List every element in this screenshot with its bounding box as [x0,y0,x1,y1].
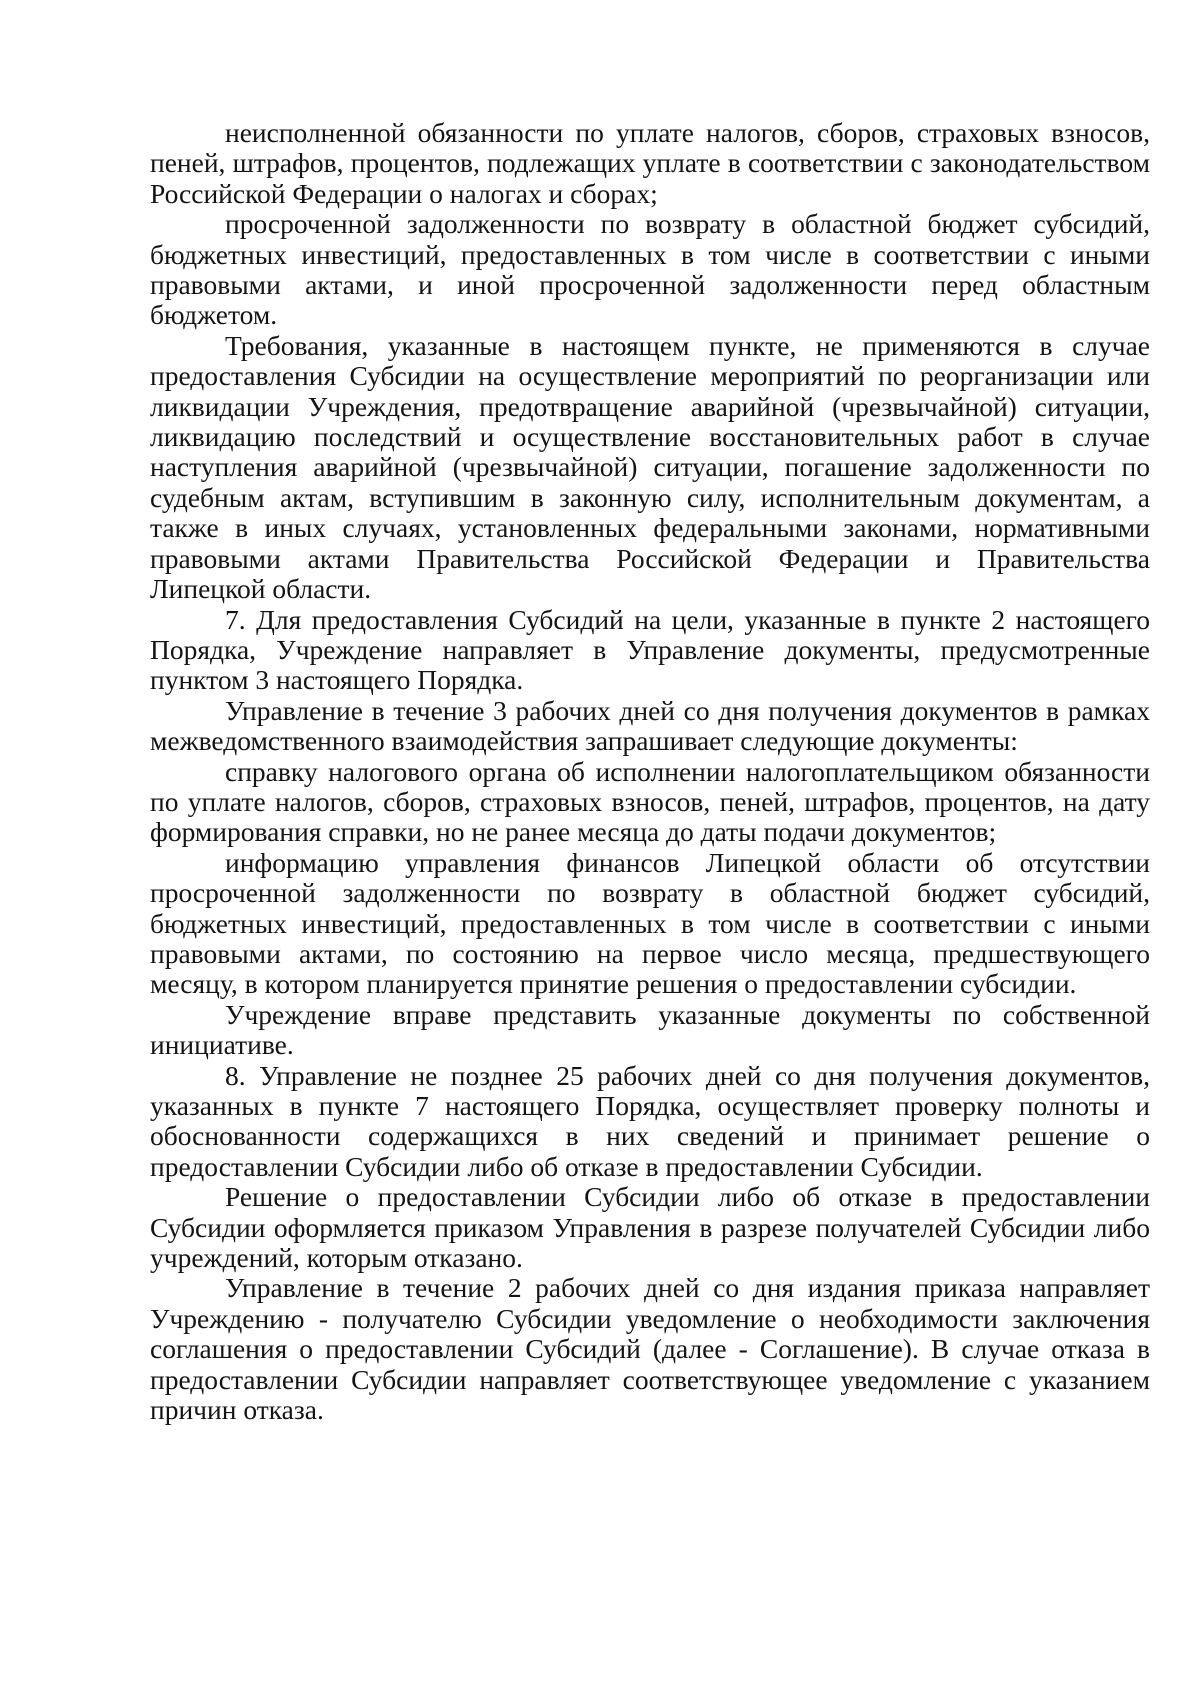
paragraph-tax-certificate: справку налогового органа об исполнении налогоплательщиком обязанности по уплате налогов, сборов, страховых взносов, пеней, штрафов, процентов, на дату формирования справки, но не ранее месяца до даты подачи документов; [150,755,1150,848]
paragraph-decision-order: Решение о предоставлении Субсидии либо об отказе в предоставлении Субсидии оформляется приказом Управления в разрезе получателей Субсидии либо учреждений, которым отказано. [150,1181,1150,1274]
paragraph-overdue-debt: просроченной задолженности по возврату в областной бюджет субсидий, бюджетных инвестиций, предоставленных в том числе в соответствии с иными правовыми актами, и иной просроченной задолженности перед областным бюджетом. [150,208,1150,331]
paragraph-notification: Управление в течение 2 рабочих дней со дня издания приказа направляет Учреждению - получателю Субсидии уведомление о необходимости заключения соглашения о предоставлении Субсидий (далее - Соглашение). В случае отказа в предоставлении Субсидии направляет соответствующее уведомление с указанием причин отказа. [150,1272,1150,1426]
paragraph-item-7: 7. Для предоставления Субсидий на цели, указанные в пункте 2 настоящего Порядка, Учреждение направляет в Управление документы, предусмотренные пунктом 3 настоящего Порядка. [150,603,1150,696]
paragraph-unfulfilled-tax-obligation: неисполненной обязанности по уплате налогов, сборов, страховых взносов, пеней, штрафов, процентов, подлежащих уплате в соответствии с законодательством Российской Федерации о налогах и сборах; [150,117,1150,209]
paragraph-item-8: 8. Управление не позднее 25 рабочих дней со дня получения документов, указанных в пункте 7 настоящего Порядка, осуществляет проверку полноты и обоснованности содержащихся в них сведений и принимает решение о предоставлении Субсидии либо об отказе в предоставлении Субсидии. [150,1059,1150,1182]
paragraph-interagency-request: Управление в течение 3 рабочих дней со дня получения документов в рамках межведомственного взаимодействия запрашивает следующие документы: [150,694,1150,757]
paragraph-finance-information: информацию управления финансов Липецкой области об отсутствии просроченной задолженности по возврату в областной бюджет субсидий, бюджетных инвестиций, предоставленных в том числе в соответствии с иными правовыми актами, по состоянию на первое число месяца, предшествующего месяцу, в котором планируется принятие решения о предоставлении субсидии. [150,846,1150,1000]
document-body [150,118,1150,1425]
paragraph-requirements-exceptions: Требования, указанные в настоящем пункте, не применяются в случае предоставления Субсидии на осуществление мероприятий по реорганизации или ликвидации Учреждения, предотвращение аварийной (чрезвычайной) ситуации, ликвидацию последствий и осуществление восстановительных работ в случае наступления аварийной (чрезвычайной) ситуации, погашение задолженности по судебным актам, вступившим в законную силу, исполнительным документам, а также в иных случаях, установленных федеральными законами, нормативными правовыми актами Правительства Российской Федерации и Правительства Липецкой области. [150,329,1150,605]
paragraph-own-initiative: Учреждение вправе представить указанные документы по собственной инициативе. [150,998,1150,1061]
